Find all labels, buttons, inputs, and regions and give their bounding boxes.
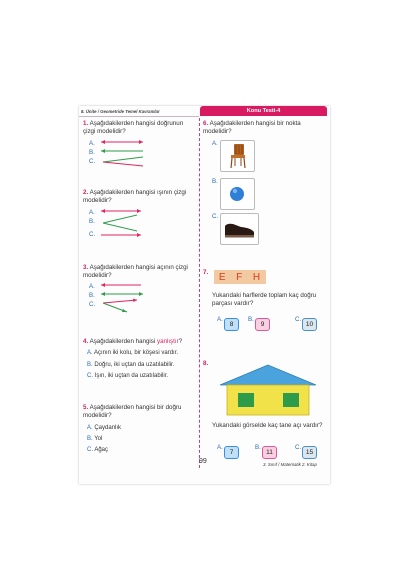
question-number: 7.: [203, 269, 209, 276]
option-letter: B.: [87, 436, 93, 442]
option-b-letter: B.: [255, 444, 261, 451]
option-letter: A.: [87, 425, 93, 431]
line-model-c: [101, 233, 141, 237]
question-text: Aşağıdakilerden hangisi ışının çizgi modelidir?: [83, 189, 187, 204]
shoe-picture[interactable]: [220, 213, 259, 245]
letter-e: E: [218, 271, 227, 283]
question-text: Aşağıdakilerden hangisi doğrunun çizgi modelidir?: [83, 120, 184, 135]
option-text: Ağaç: [94, 447, 109, 453]
option-c[interactable]: C.: [212, 213, 219, 220]
question-8: [203, 360, 208, 368]
option-c[interactable]: C.: [89, 301, 96, 308]
question-1: [83, 120, 195, 136]
option-b[interactable]: B.: [89, 218, 95, 225]
option-text: Açının iki kolu, bir köşesi vardır.: [94, 350, 179, 356]
line-model-a: [101, 283, 141, 287]
option-b[interactable]: 11: [262, 446, 277, 459]
option-b[interactable]: [87, 435, 102, 443]
question-2: [83, 189, 195, 205]
line-model-b: [101, 149, 143, 153]
question-text: Aşağıdakilerden hangisi bir nokta modelidir?: [203, 120, 301, 135]
question-4: [83, 338, 195, 346]
option-letter: C.: [87, 447, 93, 453]
line-model-b: [103, 215, 137, 231]
page-number: 99: [199, 458, 207, 465]
chair-icon: [221, 141, 254, 171]
option-c[interactable]: 15: [302, 446, 317, 459]
question-number: 3.: [83, 264, 89, 271]
option-c[interactable]: C.: [89, 231, 96, 238]
question-number: 2.: [83, 189, 89, 196]
option-c[interactable]: [87, 446, 108, 454]
question-number: 6.: [203, 120, 209, 127]
book-title: 3. Sınıf / Matematik 2. Kitap: [263, 462, 317, 467]
q3-line-models: [97, 281, 147, 313]
option-a[interactable]: 7: [224, 446, 239, 459]
line-model-a: [101, 209, 141, 213]
option-c-letter: C.: [295, 444, 302, 451]
question-7-text: Yukarıdaki harflerde toplam kaç doğru parçası vardır?: [212, 292, 317, 307]
option-letter: A.: [87, 350, 93, 356]
letter-h: H: [252, 271, 262, 283]
option-text: Işın, iki uçtan da uzatılabilir.: [94, 373, 169, 379]
unit-title: 8. Ünite / Geometride Temel Kavramlar: [81, 109, 160, 114]
option-a[interactable]: A.: [89, 209, 95, 216]
q1-line-models: [97, 138, 147, 168]
question-text: Aşağıdakilerden hangisi bir doğru modelidir?: [83, 404, 182, 419]
option-c[interactable]: 10: [302, 318, 317, 331]
option-a[interactable]: A.: [89, 283, 95, 290]
option-c-letter: C.: [295, 316, 302, 323]
test-title: Konu Testi-4: [200, 106, 327, 116]
option-a[interactable]: [87, 349, 178, 357]
option-a[interactable]: [87, 424, 121, 432]
question-keyword: yanlıştır: [156, 338, 179, 345]
ball-picture[interactable]: [220, 178, 255, 210]
question-7: [203, 269, 208, 277]
option-b[interactable]: 9: [255, 318, 270, 331]
question-number: 5.: [83, 404, 89, 411]
option-b-letter: B.: [248, 316, 254, 323]
question-number: 1.: [83, 120, 89, 127]
question-number: 8.: [203, 360, 209, 367]
question-text: Aşağıdakilerden hangisi açının çizgi modelidir?: [83, 264, 188, 279]
question-end: ?: [178, 338, 183, 345]
line-model-b: [101, 292, 143, 296]
worksheet-page: [79, 106, 330, 484]
question-3: [83, 264, 195, 280]
question-6: [203, 120, 325, 136]
column-divider: [199, 118, 200, 468]
option-text: Yol: [94, 436, 103, 442]
option-a[interactable]: A.: [89, 140, 95, 147]
option-a[interactable]: 8: [224, 318, 239, 331]
option-letter: B.: [87, 362, 93, 368]
chair-picture[interactable]: [220, 140, 255, 172]
line-model-c: [103, 299, 137, 313]
line-model-c: [103, 157, 143, 166]
question-8-text: Yukarıdaki görselde kaç tane açı vardır?: [212, 422, 323, 429]
option-b[interactable]: B.: [89, 149, 95, 156]
letter-f: F: [236, 271, 244, 283]
option-text: Çaydanlık: [94, 425, 122, 431]
question-text: Aşağıdakilerden hangisi: [89, 338, 157, 345]
option-c[interactable]: C.: [89, 158, 96, 165]
shoe-icon: [221, 214, 258, 244]
letters-box: [214, 270, 266, 284]
option-a-letter: A.: [217, 316, 223, 323]
q2-line-models: [97, 207, 147, 239]
option-text: Doğru, iki uçtan da uzatılabilir.: [94, 362, 175, 368]
line-model-a: [101, 140, 143, 144]
option-b[interactable]: B.: [89, 292, 95, 299]
option-a-letter: A.: [217, 444, 223, 451]
question-5: [83, 404, 195, 420]
option-b[interactable]: [87, 361, 174, 369]
option-c[interactable]: [87, 372, 168, 380]
question-number: 4.: [83, 338, 89, 345]
ball-icon: [221, 179, 254, 209]
option-a[interactable]: A.: [212, 140, 218, 147]
option-letter: C.: [87, 373, 93, 379]
option-b[interactable]: B.: [212, 178, 218, 185]
header-rule: [79, 116, 199, 117]
house-figure: [216, 363, 321, 417]
